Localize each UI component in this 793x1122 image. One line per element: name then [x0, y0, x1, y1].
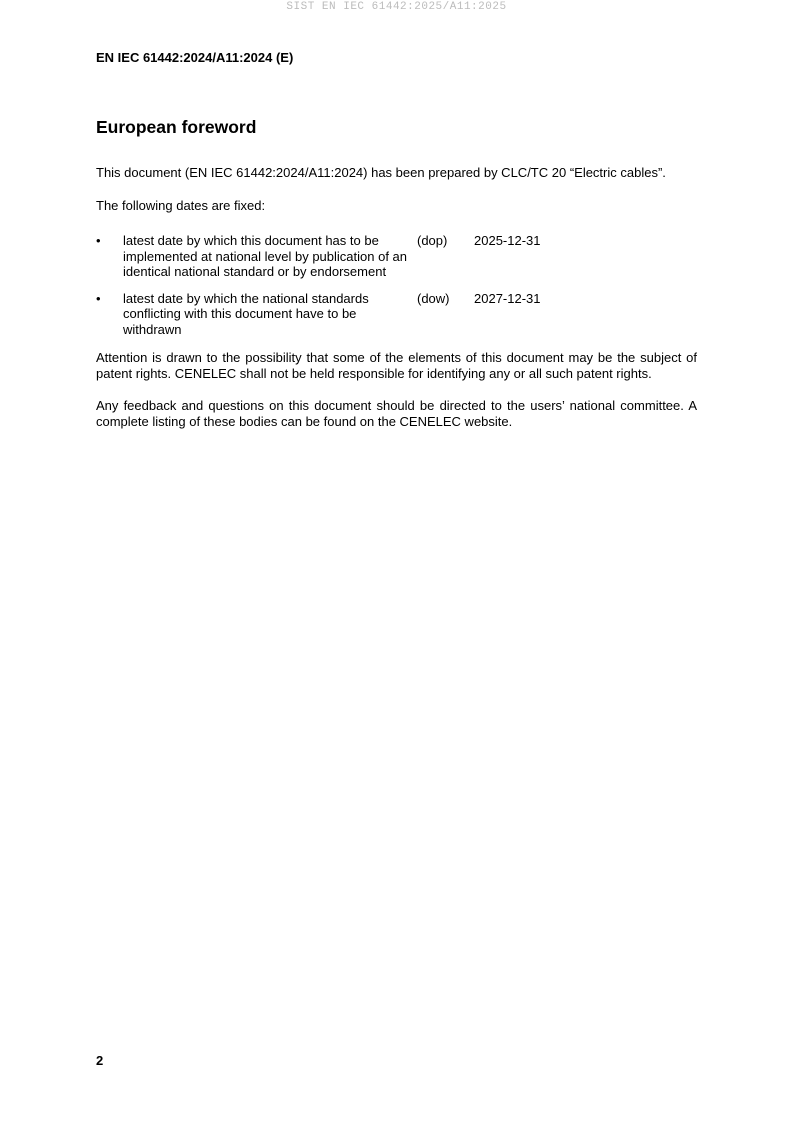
document-reference: EN IEC 61442:2024/A11:2024 (E) [96, 50, 294, 65]
bullet-marker: • [96, 290, 101, 306]
date-abbreviation: (dow) [417, 290, 450, 306]
date-description: latest date by which this document has to be implemented at national level by publication of an identical national standard or by endorsement [123, 233, 408, 279]
paragraph-patent-rights: Attention is drawn to the possibility that some of the elements of this document may be the subject of patent rights. CENELEC shall not be held responsible for identifying any or all such patent rights. [96, 350, 697, 381]
date-value: 2025-12-31 [474, 233, 541, 248]
paragraph-feedback: Any feedback and questions on this document should be directed to the users’ national committee. A complete listing of these bodies can be found on the CENELEC website. [96, 398, 697, 429]
section-title: European foreword [96, 117, 257, 137]
page-number: 2 [96, 1053, 104, 1068]
date-description: latest date by which the national standards conflicting with this document have to be withdrawn [123, 290, 369, 337]
bullet-marker: • [96, 233, 101, 248]
date-abbreviation: (dop) [417, 233, 448, 248]
date-value: 2027-12-31 [474, 290, 541, 306]
watermark-text: SIST EN IEC 61442:2025/A11:2025 [286, 1, 507, 13]
page-content [96, 50, 697, 429]
paragraph-prepared-by: This document (EN IEC 61442:2024/A11:2024) has been prepared by CLC/TC 20 “Electric cables”. [96, 165, 666, 180]
paragraph-dates-intro: The following dates are fixed: [96, 197, 266, 213]
fixed-dates-list [96, 233, 697, 337]
list-item [96, 233, 697, 280]
list-item [96, 291, 697, 338]
